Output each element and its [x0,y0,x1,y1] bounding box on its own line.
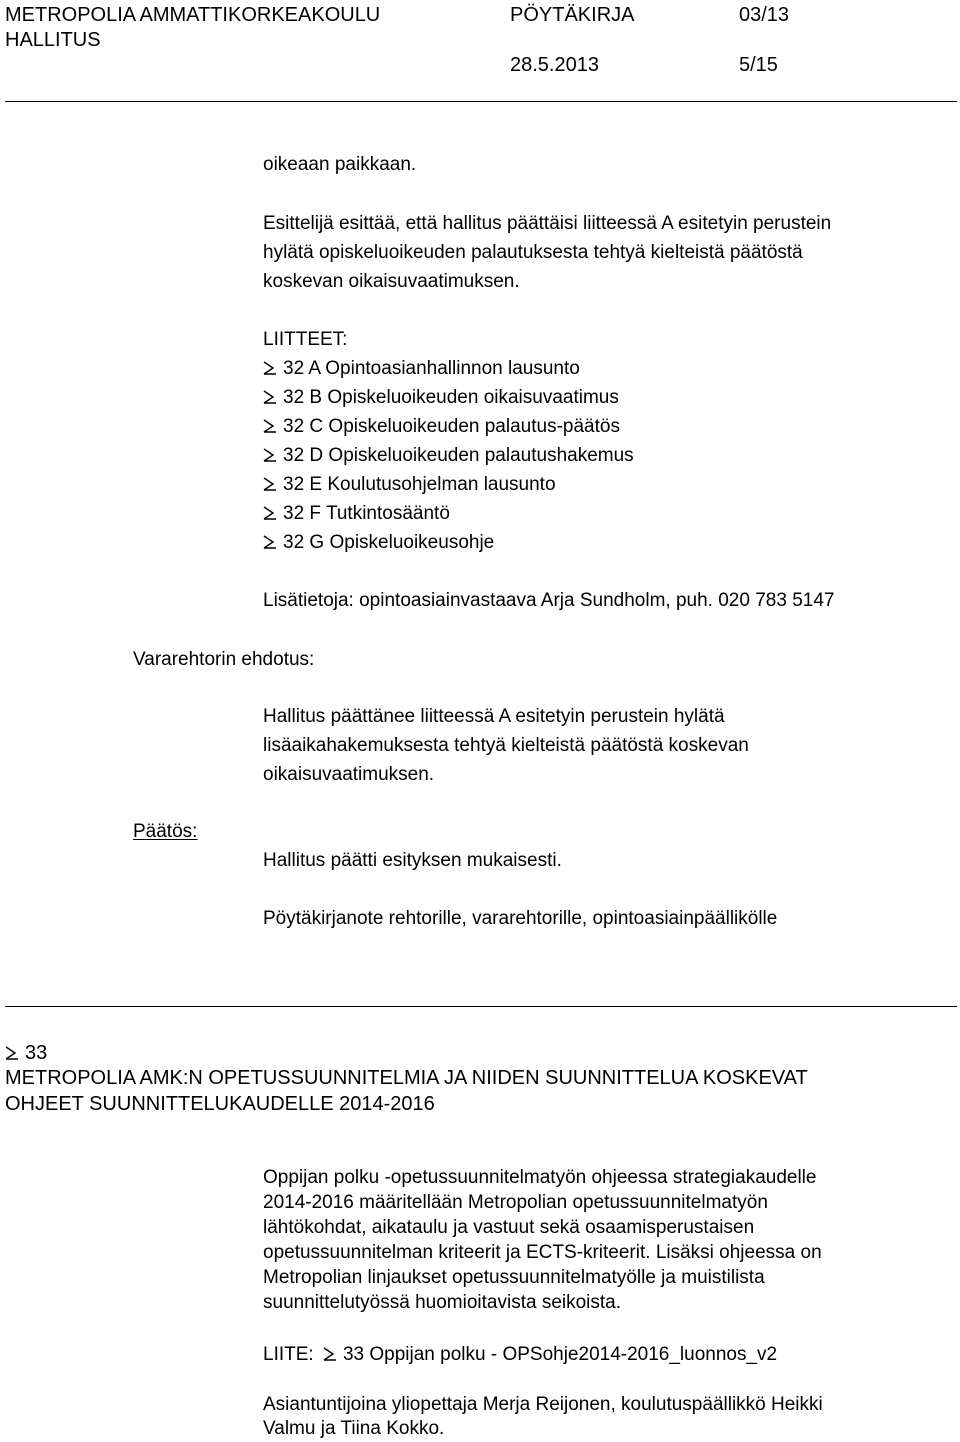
document-number: 03/13 [739,4,790,26]
attachment-text: 32 B Opiskeluoikeuden oikaisuvaatimus [283,387,619,408]
arrow-icon [263,418,277,434]
section-title-line: OHJEET SUUNNITTELUKAUDELLE 2014-2016 [5,1093,435,1115]
attachments-title: LIITTEET: [263,329,348,350]
arrow-icon [323,1346,337,1362]
section-experts-line: Asiantuntijoina yliopettaja Merja Reijonen, koulutuspäällikkö Heikki [263,1394,823,1415]
attachment-item [263,354,634,383]
proposal-line: hylätä opiskeluoikeuden palautuksesta tehtyä kielteistä päätöstä [263,242,803,263]
decision-label: Päätös: [133,821,198,842]
section-experts-line: Valmu ja Tiina Kokko. [263,1418,445,1439]
attachment-item [263,528,634,557]
vice-rector-line: lisäaikahakemuksesta tehtyä kielteistä päätöstä koskevan [263,735,749,756]
attachment-text: 32 G Opiskeluoikeusohje [283,532,495,553]
attachment-item [263,441,634,470]
attachment-item [263,470,634,499]
section-attachment-label: LIITE: [263,1344,314,1365]
section-body-line: Metropolian linjaukset opetussuunnitelmatyölle ja muistilista [263,1267,765,1288]
section-title [5,1065,808,1117]
meeting-date: 28.5.2013 [510,54,599,76]
document-type: PÖYTÄKIRJA [510,4,635,26]
attachment-item [263,499,634,528]
header-rule [5,101,957,102]
section-body-line: 2014-2016 määritellään Metropolian opetussuunnitelmatyön [263,1192,768,1213]
proposal-paragraph [263,209,831,296]
arrow-icon [263,476,277,492]
section-body-line: Oppijan polku -opetussuunnitelmatyön ohjeessa strategiakaudelle [263,1167,817,1188]
proposal-line: Esittelijä esittää, että hallitus päättäisi liitteessä A esitetyin perustein [263,213,832,234]
attachment-item [263,412,634,441]
minutes-note: Pöytäkirjanote rehtorille, vararehtorille, opintoasiainpäällikölle [263,908,778,929]
attachment-text: 32 E Koulutusohjelman lausunto [283,474,556,495]
org-name: METROPOLIA AMMATTIKORKEAKOULU [5,4,381,26]
governing-body: HALLITUS [5,29,101,51]
attachment-text: 32 D Opiskeluoikeuden palautushakemus [283,445,634,466]
section-rule [5,1006,957,1007]
attachment-text: 32 F Tutkintosääntö [283,503,450,524]
more-info: Lisätietoja: opintoasiainvastaava Arja Sundholm, puh. 020 783 5147 [263,590,835,611]
vice-rector-line: Hallitus päättänee liitteessä A esitetyin perustein hylätä [263,706,725,727]
vice-rector-paragraph [263,702,749,789]
arrow-icon [263,389,277,405]
arrow-icon [263,360,277,376]
attachment-item [263,383,634,412]
arrow-icon [263,505,277,521]
section-number-text: 33 [25,1042,48,1064]
section-body-line: opetussuunnitelman kriteerit ja ECTS-kriteerit. Lisäksi ohjeessa on [263,1242,822,1263]
section-number [5,1040,47,1066]
section-experts [263,1393,823,1441]
attachment-text: 32 A Opintoasianhallinnon lausunto [283,358,580,379]
section-body-line: suunnittelutyössä huomioitavista seikoista. [263,1292,622,1313]
arrow-icon [5,1045,19,1061]
continuation-line: oikeaan paikkaan. [263,154,417,175]
decision-text: Hallitus päätti esityksen mukaisesti. [263,850,562,871]
attachment-text: 32 C Opiskeluoikeuden palautus-päätös [283,416,620,437]
page-number: 5/15 [739,54,778,76]
section-body [263,1165,822,1315]
section-attachment-text: 33 Oppijan polku - OPSohje2014-2016_luonnos_v2 [342,1344,778,1365]
attachments-block [263,325,634,557]
proposal-line: koskevan oikaisuvaatimuksen. [263,271,520,292]
vice-rector-label: Vararehtorin ehdotus: [133,649,315,670]
section-attachment [263,1340,777,1369]
section-title-line: METROPOLIA AMK:N OPETUSSUUNNITELMIA JA NIIDEN SUUNNITTELUA KOSKEVAT [5,1067,808,1089]
section-body-line: lähtökohdat, aikataulu ja vastuut sekä osaamisperustaisen [263,1217,755,1238]
vice-rector-line: oikaisuvaatimuksen. [263,764,435,785]
arrow-icon [263,447,277,463]
arrow-icon [263,534,277,550]
